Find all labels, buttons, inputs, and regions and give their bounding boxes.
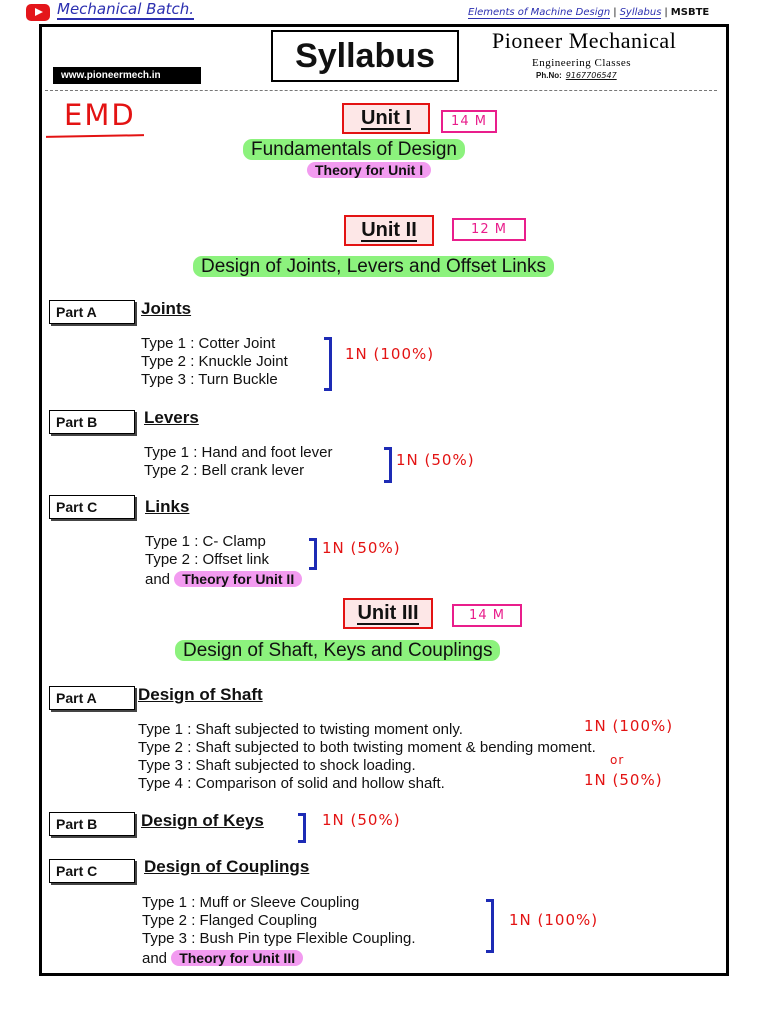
unit-2-box — [344, 215, 434, 246]
unit-2-part-c-note: 1N (50%) — [322, 539, 401, 557]
unit-2-part-b-line-1: Type 1 : Hand and foot lever — [144, 444, 333, 461]
unit-3-part-c-bracket — [486, 899, 494, 953]
board-caption: MSBTE — [670, 7, 710, 18]
unit-3-part-b-badge: Part B — [49, 812, 135, 836]
unit-2-part-a-line-1: Type 1 : Cotter Joint — [141, 335, 276, 352]
unit-2-part-c-badge: Part C — [49, 495, 135, 519]
unit-1-marks: 14 M — [441, 110, 497, 133]
unit-3-and: and — [142, 950, 168, 967]
unit-2-part-c-heading: Links — [145, 497, 190, 516]
unit-2-label: Unit II — [361, 219, 417, 241]
unit-2-part-b-bracket — [384, 447, 392, 483]
unit-3-part-c-heading: Design of Couplings — [144, 857, 310, 876]
unit-2-part-a-note: 1N (100%) — [345, 345, 435, 363]
unit-1-title: Fundamentals of Design — [243, 139, 465, 161]
unit-2-part-a-badge: Part A — [49, 300, 135, 324]
unit-2-part-a-line-3: Type 3 : Turn Buckle — [141, 371, 278, 388]
unit-3-label: Unit III — [357, 602, 419, 624]
unit-3-part-b-bracket — [298, 813, 306, 843]
unit-3-part-a-note-2: 1N (50%) — [584, 771, 663, 789]
unit-2-part-b-heading: Levers — [144, 408, 199, 427]
unit-2-marks: 12 M — [452, 218, 526, 241]
phone-number — [536, 71, 617, 80]
unit-3-part-a-or: or — [610, 753, 625, 767]
subject-caption: Elements of Machine Design — [468, 7, 611, 18]
unit-2-part-c-bracket — [309, 538, 317, 570]
unit-3-part-b-heading: Design of Keys — [141, 811, 264, 830]
unit-3-part-c-line-2: Type 2 : Flanged Coupling — [142, 912, 318, 929]
unit-2-part-a-line-2: Type 2 : Knuckle Joint — [141, 353, 288, 370]
phone-value: 9167706547 — [565, 71, 617, 80]
unit-3-theory: Theory for Unit III — [171, 950, 303, 966]
unit-1-box — [342, 103, 430, 134]
unit-3-title: Design of Shaft, Keys and Couplings — [175, 640, 500, 662]
unit-2-part-b-line-2: Type 2 : Bell crank lever — [144, 462, 305, 479]
unit-3-part-c-line-1: Type 1 : Muff or Sleeve Coupling — [142, 894, 360, 911]
unit-3-part-b-note: 1N (50%) — [322, 811, 401, 829]
unit-3-part-a-line-1: Type 1 : Shaft subjected to twisting moment only. — [138, 721, 463, 738]
brand-name: Pioneer Mechanical — [492, 28, 677, 53]
unit-3-part-a-note: 1N (100%) — [584, 717, 674, 735]
youtube-icon — [26, 4, 50, 21]
unit-3-part-c-and-line — [142, 949, 303, 968]
unit-2-part-b-badge: Part B — [49, 410, 135, 434]
emd-label: EMD — [64, 98, 136, 132]
unit-3-marks: 14 M — [452, 604, 522, 627]
phone-label: Ph.No: — [536, 71, 562, 80]
unit-3-part-c-line-3: Type 3 : Bush Pin type Flexible Coupling. — [142, 930, 416, 947]
page-title: Syllabus — [271, 30, 459, 82]
channel-name[interactable]: Mechanical Batch. — [57, 0, 195, 18]
website-badge[interactable]: www.pioneermech.in — [53, 67, 201, 84]
unit-3-part-a-badge: Part A — [49, 686, 135, 710]
unit-3-part-a-line-4: Type 4 : Comparison of solid and hollow shaft. — [138, 775, 445, 792]
unit-2-part-a-bracket — [324, 337, 332, 391]
unit-3-part-c-note: 1N (100%) — [509, 911, 599, 929]
unit-2-and: and — [145, 571, 171, 588]
header-divider — [45, 90, 717, 91]
syllabus-caption: Syllabus — [619, 7, 662, 18]
unit-3-part-a-line-3: Type 3 : Shaft subjected to shock loading. — [138, 757, 416, 774]
unit-1-label: Unit I — [361, 107, 411, 129]
unit-2-part-b-note: 1N (50%) — [396, 451, 475, 469]
unit-2-title: Design of Joints, Levers and Offset Links — [193, 256, 554, 278]
unit-3-part-c-badge: Part C — [49, 859, 135, 883]
brand-subtitle: Engineering Classes — [532, 57, 632, 69]
unit-3-part-a-line-2: Type 2 : Shaft subjected to both twisting moment & bending moment. — [138, 739, 596, 756]
unit-2-part-c-and-line — [145, 570, 302, 589]
unit-3-part-a-heading: Design of Shaft — [138, 685, 263, 704]
unit-1-theory: Theory for Unit I — [307, 162, 431, 180]
unit-3-box — [343, 598, 433, 629]
unit-2-part-c-line-2: Type 2 : Offset link — [145, 551, 269, 568]
unit-2-part-a-heading: Joints — [141, 299, 192, 318]
top-caption: Elements of Machine Design | Syllabus | MSBTE — [468, 7, 710, 18]
unit-2-theory: Theory for Unit II — [174, 571, 302, 587]
unit-2-part-c-line-1: Type 1 : C- Clamp — [145, 533, 266, 550]
